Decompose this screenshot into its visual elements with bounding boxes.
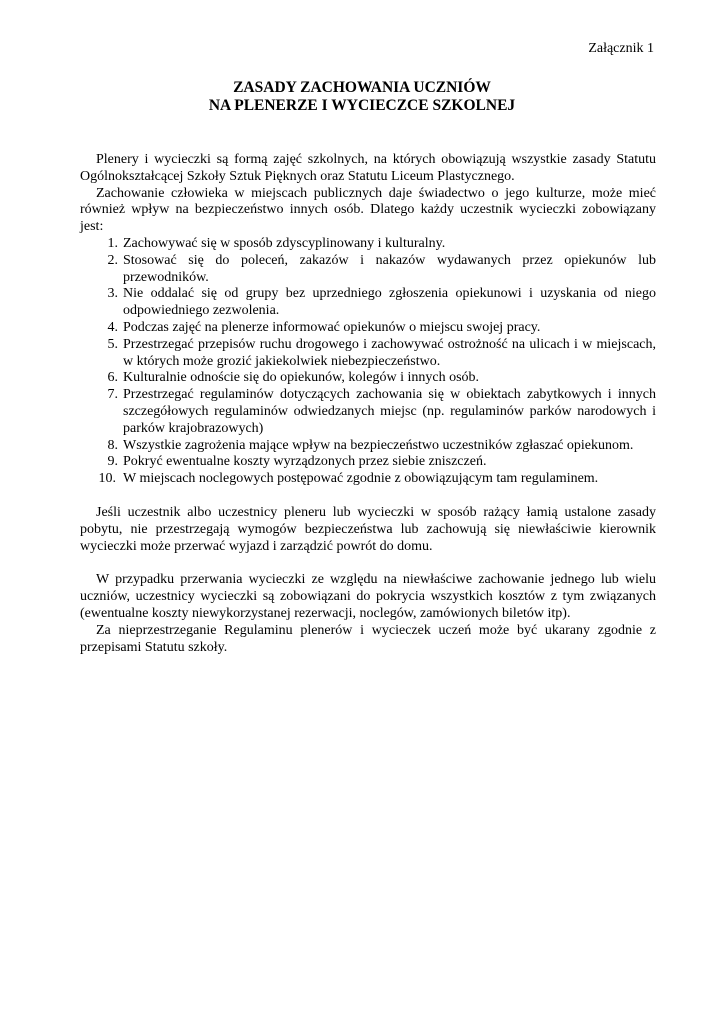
- list-item-text: Przestrzegać przepisów ruchu drogowego i zachowywać ostrożność na ulicach i w miejscach, w których może grozić jakiekolwiek niebezpieczeństwo.: [123, 336, 656, 369]
- list-item-number: 4.: [107, 319, 118, 335]
- list-item-text: Zachowywać się w sposób zdyscyplinowany i kulturalny.: [123, 235, 446, 251]
- intro-paragraph-1: Plenery i wycieczki są formą zajęć szkolnych, na których obowiązują wszystkie zasady Statutu Ogólnokształcącej Szkoły Sztuk Pięknych oraz Statutu Liceum Plastycznego.: [80, 152, 656, 184]
- list-item-number: 1.: [107, 235, 118, 251]
- list-item-number: 10.: [98, 471, 116, 487]
- list-item-text: Wszystkie zagrożenia mające wpływ na bezpieczeństwo uczestników zgłaszać opiekunom.: [123, 437, 634, 453]
- list-item: [107, 235, 656, 253]
- list-item-number: 9.: [107, 454, 118, 470]
- list-item: [107, 454, 656, 471]
- title-line-2: NA PLENERZE I WYCIECZCE SZKOLNEJ: [208, 97, 516, 114]
- list-item-text: Nie oddalać się od grupy bez uprzedniego zgłoszenia opiekunowi i uzyskania od niego odpowiedniego zezwolenia.: [123, 286, 656, 319]
- list-item-text: Podczas zajęć na plenerze informować opiekunów o miejscu swojej pracy.: [123, 319, 541, 335]
- list-item-number: 5.: [107, 336, 118, 352]
- list-item-text: W miejscach noclegowych postępować zgodnie z obowiązującym tam regulaminem.: [123, 471, 599, 487]
- list-item-text: Pokryć ewentualne koszty wyrządzonych przez siebie zniszczeń.: [123, 454, 487, 470]
- paragraph-costs: W przypadku przerwania wycieczki ze względu na niewłaściwe zachowanie jednego lub wielu uczniów, uczestnicy wycieczki są zobowiązani do pokrycia wszystkich kosztów z tym związanych (ewentualne koszty niewykorzystanej rezerwacji, noclegów, zamówionych biletów itp).: [80, 572, 656, 621]
- list-item-number: 7.: [107, 387, 118, 403]
- attachment-label: Załącznik 1: [588, 41, 654, 56]
- list-item-number: 3.: [107, 286, 118, 302]
- paragraph-interruption: Jeśli uczestnik albo uczestnicy pleneru lub wycieczki w sposób rażący łamią ustalone zasady pobytu, nie przestrzegają wymogów bezpieczeństwa lub zachowują się niewłaściwie kierownik wycieczki może przerwać wyjazd i zarządzić powrót do domu.: [80, 504, 656, 554]
- list-item-text: Stosować się do poleceń, zakazów i nakazów wydawanych przez opiekunów lub przewodników.: [123, 252, 656, 285]
- list-item: [107, 252, 656, 287]
- list-item-text: Kulturalnie odnoście się do opiekunów, kolegów i innych osób.: [123, 370, 480, 386]
- document-body: [80, 152, 656, 656]
- paragraph-penalty: Za nieprzestrzeganie Regulaminu plenerów i wycieczek uczeń może być ukarany zgodnie z przepisami Statutu szkoły.: [80, 622, 656, 655]
- intro-paragraph-2: Zachowanie człowieka w miejscach publicznych daje świadectwo o jego kulturze, może mieć również wpływ na bezpieczeństwo innych osób. Dlatego każdy uczestnik wycieczki zobowiązany jest:: [80, 185, 656, 235]
- list-item: [107, 286, 656, 320]
- list-item: [98, 471, 656, 488]
- list-item-number: 8.: [107, 437, 118, 453]
- list-item: [107, 336, 656, 371]
- list-item: [107, 319, 656, 337]
- rules-list: [80, 236, 656, 488]
- list-item: [107, 370, 656, 387]
- list-item: [107, 437, 656, 455]
- document-title: [0, 79, 724, 115]
- list-item-text: Przestrzegać regulaminów dotyczących zachowania się w obiektach zabytkowych i innych szczegółowych regulaminów odwiedzanych miejsc (np. regulaminów parków narodowych i parków krajobrazowych): [123, 387, 656, 436]
- title-line-1: ZASADY ZACHOWANIA UCZNIÓW: [233, 79, 491, 96]
- list-item-number: 6.: [107, 370, 118, 386]
- list-item-number: 2.: [107, 252, 118, 268]
- list-item: [107, 387, 656, 437]
